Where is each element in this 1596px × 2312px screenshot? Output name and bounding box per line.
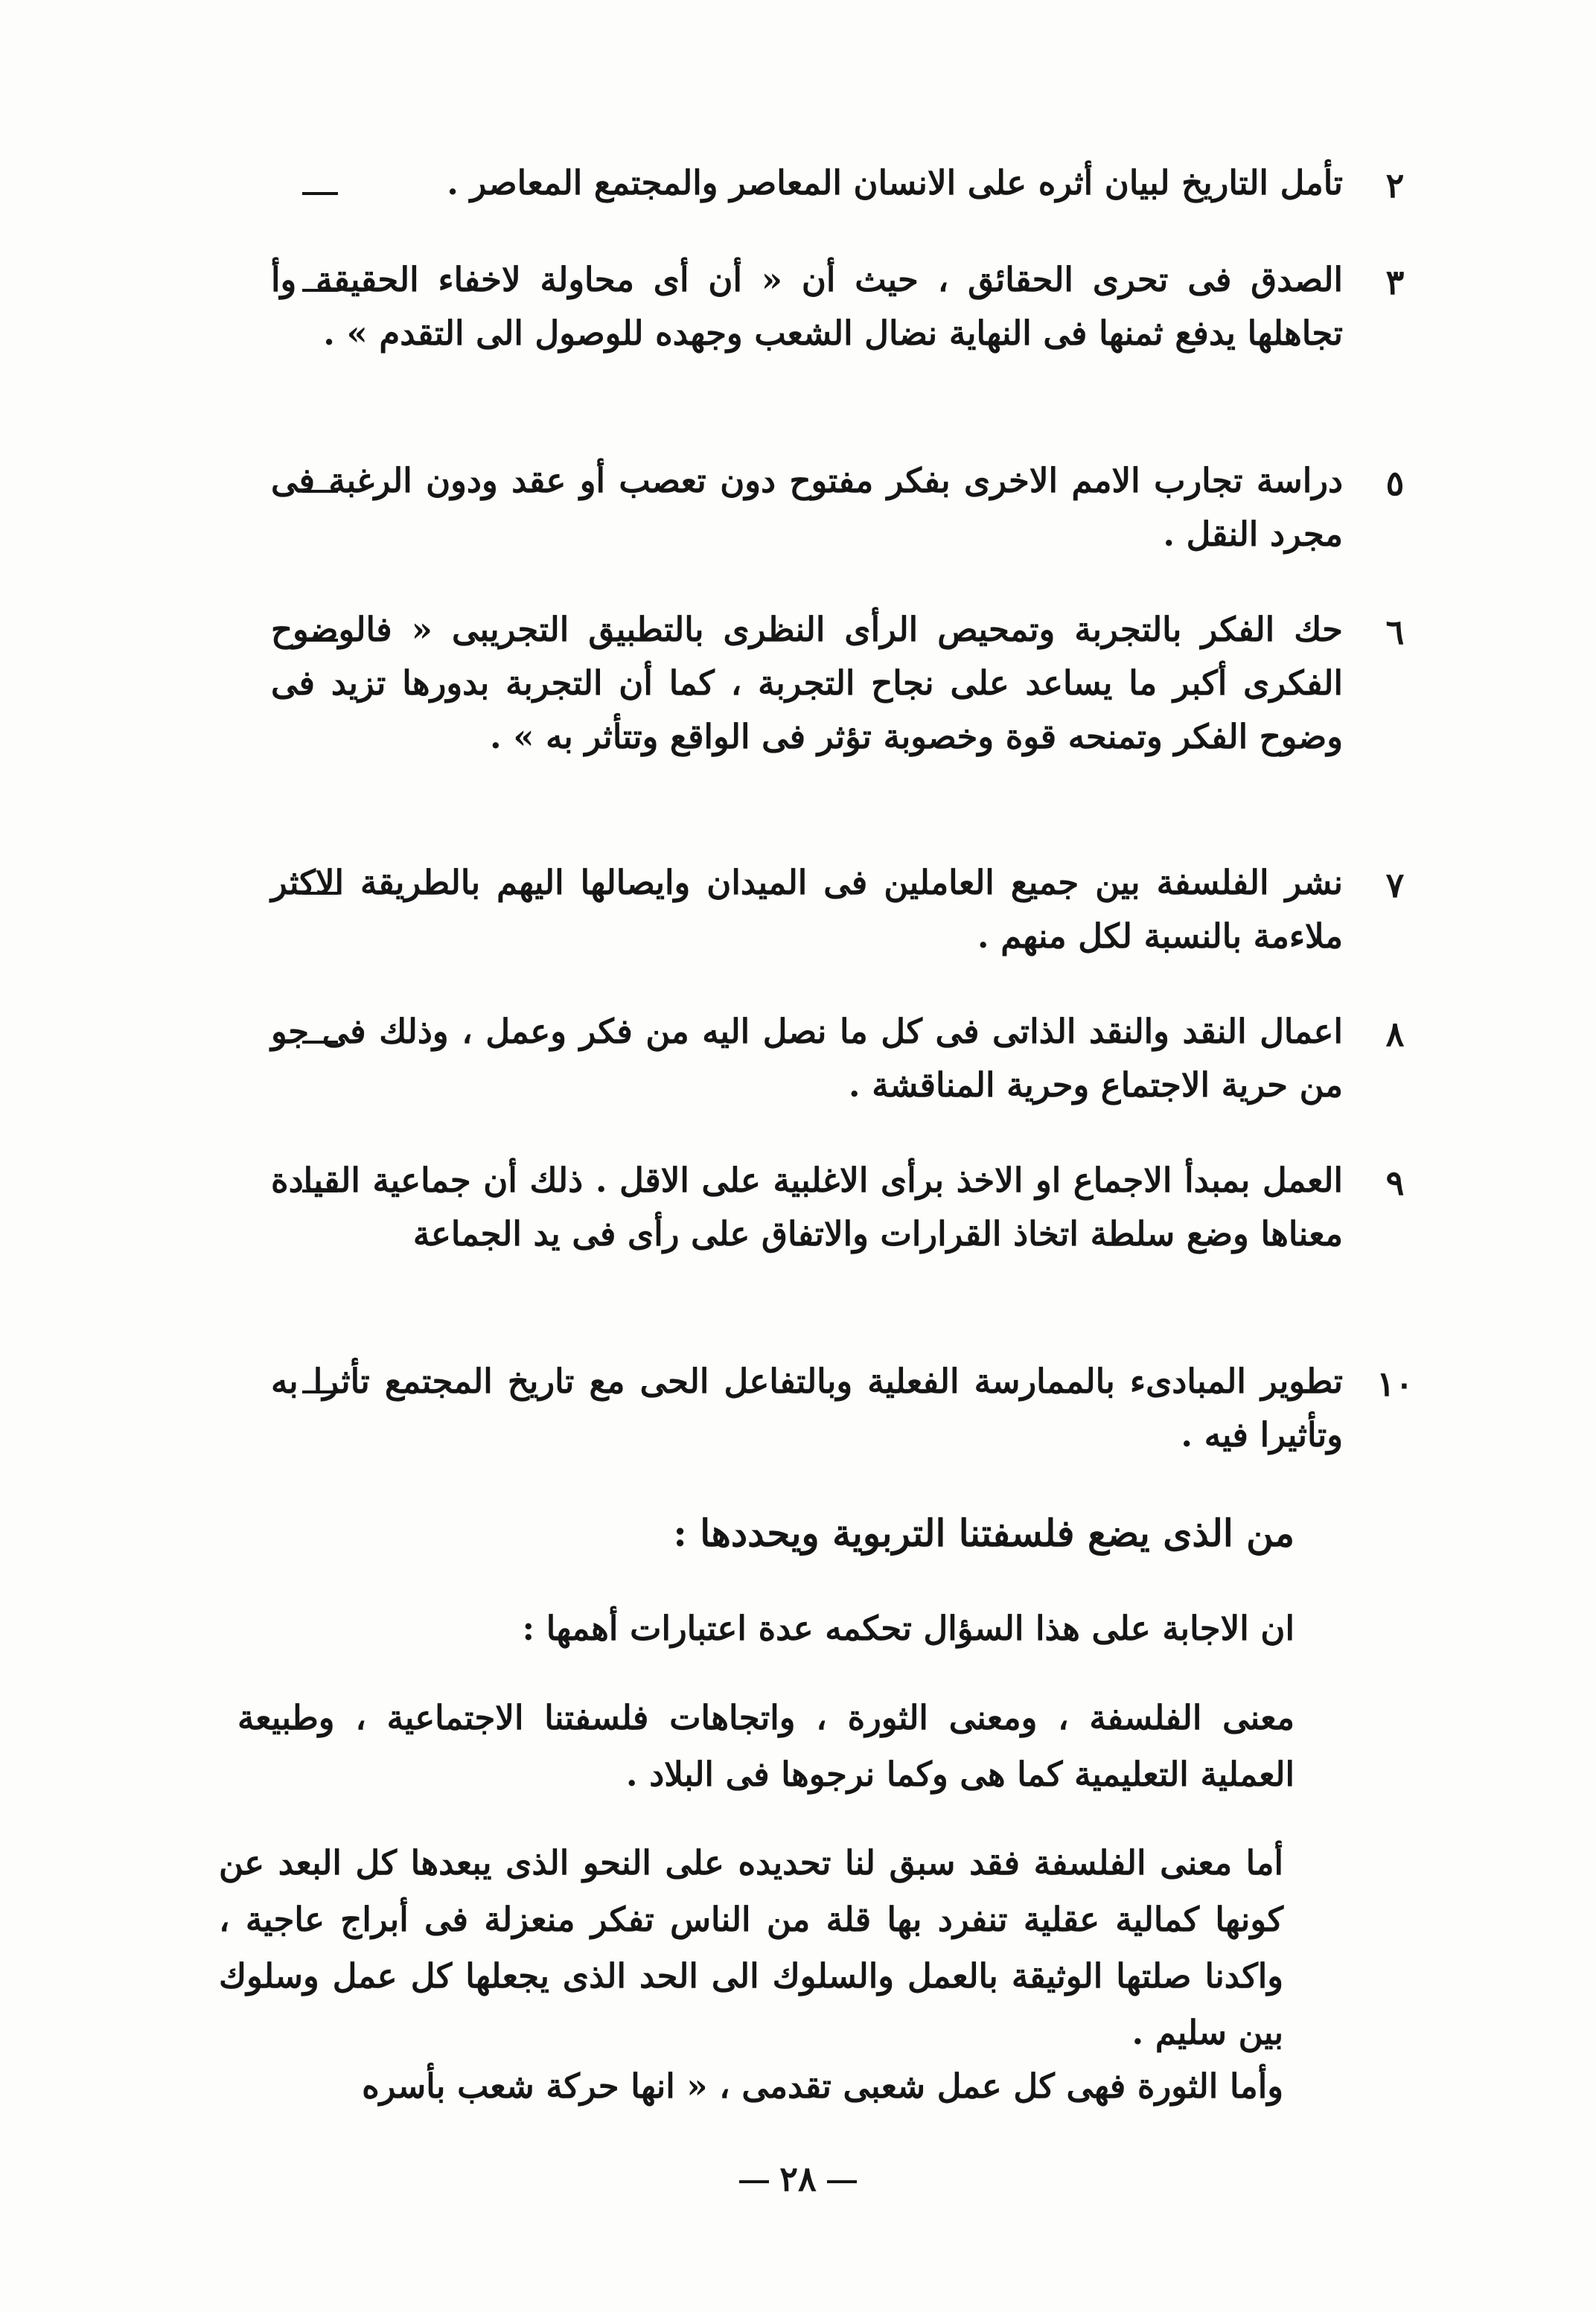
item-text: اعمال النقد والنقد الذاتى فى كل ما نصل اليه من فكر وعمل ، وذلك فى جو من حرية الاجتماع وحرية المناقشة .: [271, 1012, 1343, 1105]
page-number-dash: [827, 2180, 857, 2183]
item-body: [271, 253, 1343, 360]
item-text: تطوير المبادىء بالممارسة الفعلية وبالتفاعل الحى مع تاريخ المجتمع تأثرا به وتأثيرا فيه .: [271, 1361, 1343, 1454]
item-number: ٨: [1385, 1014, 1405, 1054]
item-number: ٣: [1385, 262, 1405, 302]
item-text: تأمل التاريخ لبيان أثره على الانسان المعاصر والمجتمع المعاصر .: [447, 163, 1343, 202]
page-number-dash: [739, 2180, 769, 2183]
item-body: [271, 603, 1343, 764]
item-text: دراسة تجارب الامم الاخرى بفكر مفتوح دون تعصب أو عقد ودون الرغبة فى مجرد النقل .: [271, 461, 1343, 554]
paragraph: ان الاجابة على هذا السؤال تحكمه عدة اعتبارات أهمها :: [522, 1609, 1295, 1648]
item-text: العمل بمبدأ الاجماع او الاخذ برأى الاغلبية على الاقل . ذلك أن جماعية القيادة معناها وضع سلطة اتخاذ القرارات والاتفاق على رأى فى يد الجماعة: [271, 1160, 1343, 1254]
item-body: [271, 454, 1343, 561]
item-text: نشر الفلسفة بين جميع العاملين فى الميدان وايصالها اليهم بالطريقة الاكثر ملاءمة بالنسبة لكل منهم .: [271, 863, 1343, 956]
page-number: ٢٨: [779, 2159, 817, 2199]
item-text: الصدق فى تحرى الحقائق ، حيث أن « أن أى محاولة لاخفاء الحقيقة وأ تجاهلها يدفع ثمنها فى النهاية نضال الشعب وجهده للوصول الى التقدم » .: [271, 260, 1343, 353]
section-heading: من الذى يضع فلسفتنا التربوية ويحددها :: [673, 1511, 1295, 1555]
item-number: ٧: [1385, 865, 1405, 905]
paragraph: أما معنى الفلسفة فقد سبق لنا تحديده على النحو الذى يبعدها كل البعد عن كونها كمالية عقلية تنفرد بها قلة من الناس تفكر منعزلة فى أبراج عاجية ، واكدنا صلتها الوثيقة بالعمل والسلوك الى الحد الذى يجعلها كل عمل وسلوك بين سليم .: [219, 1843, 1283, 2052]
item-number: ٢: [1385, 165, 1405, 205]
item-body: [271, 1005, 1343, 1112]
item-body: [271, 156, 1343, 210]
item-text: حك الفكر بالتجربة وتمحيص الرأى النظرى بالتطبيق التجريبى « فالوضوح الفكرى أكبر ما يساعد على نجاح التجربة ، كما أن التجربة بدورها تزيد فى وضوح الفكر وتمنحه قوة وخصوبة تؤثر فى الواقع وتتأثر به » .: [271, 610, 1343, 756]
page-number-line: [0, 2159, 1596, 2199]
item-body: [271, 856, 1343, 963]
paragraph: معنى الفلسفة ، ومعنى الثورة ، واتجاهات فلسفتنا الاجتماعية ، وطبيعة العملية التعليمية كما هى وكما نرجوها فى البلاد .: [237, 1698, 1295, 1794]
item-number: ١٠: [1376, 1364, 1414, 1404]
item-number: ٩: [1385, 1163, 1405, 1203]
item-body: [271, 1154, 1343, 1261]
paragraph: وأما الثورة فهى كل عمل شعبى تقدمى ، « انها حركة شعب بأسره: [362, 2066, 1283, 2106]
item-body: [271, 1355, 1343, 1462]
item-number: ٦: [1385, 612, 1405, 652]
item-number: ٥: [1385, 463, 1405, 503]
